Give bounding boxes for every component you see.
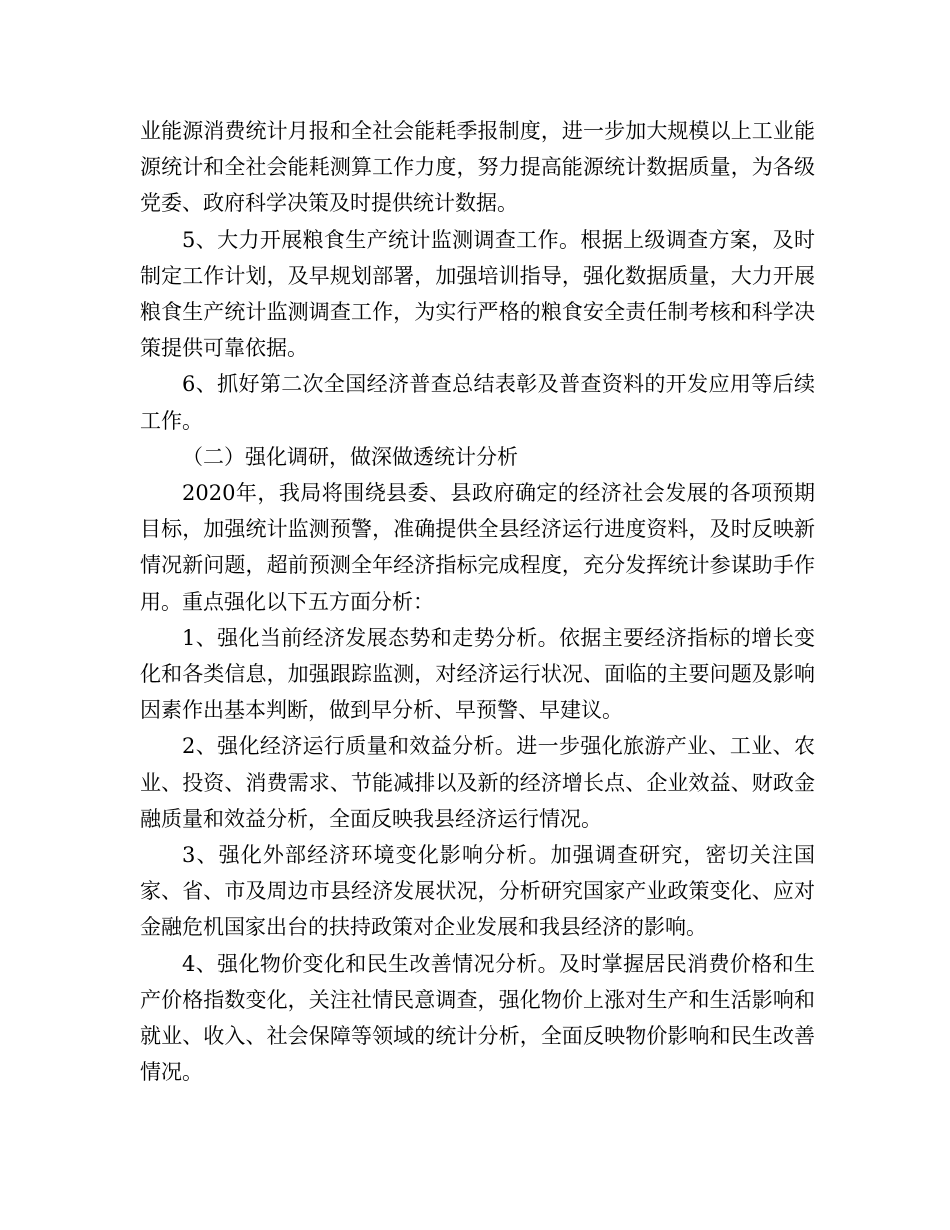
paragraph-grain-survey: 5、大力开展粮食生产统计监测调查工作。根据上级调查方案，及时制定工作计划，及早规划部署，加强培训指导，强化数据质量，大力开展粮食生产统计监测调查工作，为实行严格的粮食安全责任制考核和科学决策提供可靠依据。 xyxy=(140,227,815,361)
paragraph-external-analysis: 3、强化外部经济环境变化影响分析。加强调查研究，密切关注国家、省、市及周边市县经济发展状况，分析研究国家产业政策变化、应对金融危机国家出台的扶持政策对企业发展和我县经济的影响。 xyxy=(140,843,815,940)
document-body xyxy=(140,113,815,1090)
paragraph-quality-analysis: 2、强化经济运行质量和效益分析。进一步强化旅游产业、工业、农业、投资、消费需求、节能减排以及新的经济增长点、企业效益、财政金融质量和效益分析，全面反映我县经济运行情况。 xyxy=(140,734,815,831)
paragraph-trend-analysis: 1、强化当前经济发展态势和走势分析。依据主要经济指标的增长变化和各类信息，加强跟踪监测，对经济运行状况、面临的主要问题及影响因素作出基本判断，做到早分析、早预警、早建议。 xyxy=(140,625,815,723)
paragraph-2020-plan: 2020年，我局将围绕县委、县政府确定的经济社会发展的各项预期目标，加强统计监测预警，准确提供全县经济运行进度资料，及时反映新情况新问题，超前预测全年经济指标完成程度，充分发挥统计参谋助手作用。重点强化以下五方面分析： xyxy=(140,481,815,614)
paragraph-price-analysis: 4、强化物价变化和民生改善情况分析。及时掌握居民消费价格和生产价格指数变化，关注社情民意调查，强化物价上涨对生产和生活影响和就业、收入、社会保障等领域的统计分析，全面反映物价影响和民生改善情况。 xyxy=(140,951,815,1085)
paragraph-energy-statistics: 业能源消费统计月报和全社会能耗季报制度，进一步加大规模以上工业能源统计和全社会能耗测算工作力度，努力提高能源统计数据质量，为各级党委、政府科学决策及时提供统计数据。 xyxy=(140,119,815,216)
section-heading-analysis: （二）强化调研，做深做透统计分析 xyxy=(182,444,518,469)
paragraph-economic-census: 6、抓好第二次全国经济普查总结表彰及普查资料的开发应用等后续工作。 xyxy=(140,372,815,433)
